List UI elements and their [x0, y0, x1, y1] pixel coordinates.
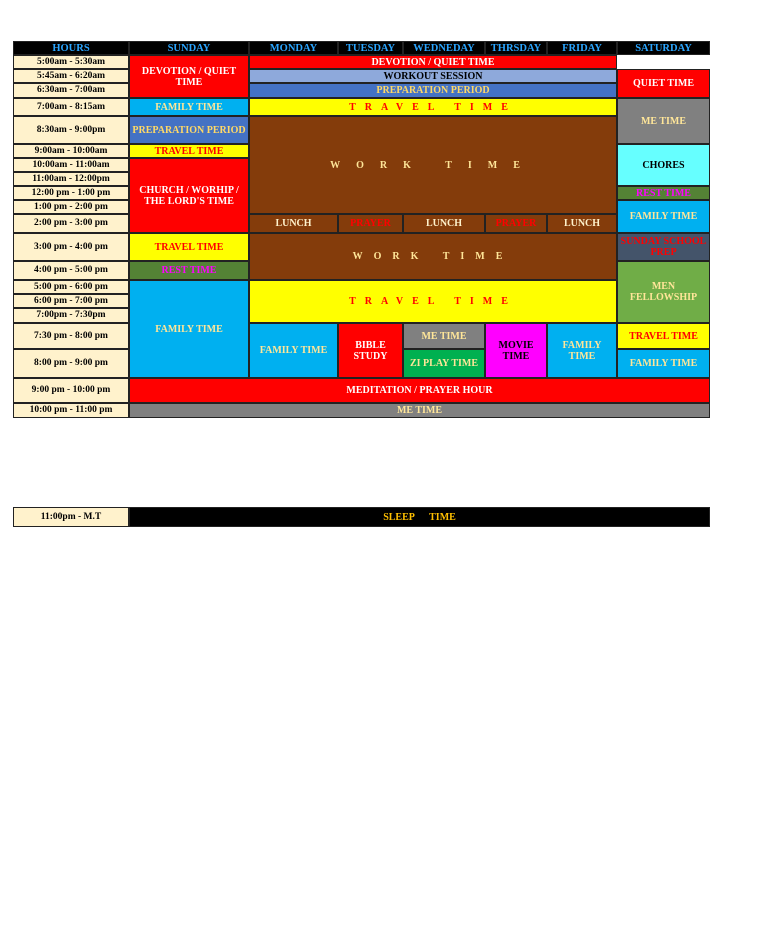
- friday-lunch: LUNCH: [547, 214, 617, 233]
- header-sunday: SUNDAY: [129, 41, 249, 55]
- sunday-family-time: FAMILY TIME: [129, 98, 249, 116]
- saturday-family-pm: FAMILY TIME: [617, 349, 710, 378]
- wednesday-me-time: ME TIME: [403, 323, 485, 349]
- weekday-travel-pm: TRAVEL TIME: [249, 280, 617, 323]
- friday-family-time: FAMILY TIME: [547, 323, 617, 378]
- wednesday-lunch: LUNCH: [403, 214, 485, 233]
- weekday-travel-am: TRAVEL TIME: [249, 98, 617, 116]
- sunday-church: CHURCH / WORHIP / THE LORD'S TIME: [129, 158, 249, 233]
- me-time-all: ME TIME: [129, 403, 710, 418]
- hour-cell: 9:00am - 10:00am: [13, 144, 129, 158]
- sunday-family-pm: FAMILY TIME: [129, 280, 249, 378]
- header-monday: MONDAY: [249, 41, 338, 55]
- hour-cell: 12:00 pm - 1:00 pm: [13, 186, 129, 200]
- header-wednesday: WEDNEDAY: [403, 41, 485, 55]
- hour-cell: 10:00am - 11:00am: [13, 158, 129, 172]
- sleep-row: [13, 507, 710, 527]
- wednesday-play-time: ZI PLAY TIME: [403, 349, 485, 378]
- thursday-prayer: PRAYER: [485, 214, 547, 233]
- weekly-schedule-table: [13, 41, 710, 418]
- hour-cell: 9:00 pm - 10:00 pm: [13, 378, 129, 403]
- header-tuesday: TUESDAY: [338, 41, 403, 55]
- hour-cell: 6:00 pm - 7:00 pm: [13, 294, 129, 308]
- header-thursday: THRSDAY: [485, 41, 547, 55]
- header-saturday: SATURDAY: [617, 41, 710, 55]
- hour-cell: 5:00 pm - 6:00 pm: [13, 280, 129, 294]
- hour-cell: 8:00 pm - 9:00 pm: [13, 349, 129, 378]
- weekday-preparation: PREPARATION PERIOD: [249, 83, 617, 98]
- monday-lunch: LUNCH: [249, 214, 338, 233]
- hour-cell: 1:00 pm - 2:00 pm: [13, 200, 129, 214]
- weekday-work-pm: WORK TIME: [249, 233, 617, 280]
- hour-cell: 4:00 pm - 5:00 pm: [13, 261, 129, 280]
- hour-cell: 7:30 pm - 8:00 pm: [13, 323, 129, 349]
- hour-cell: 7:00am - 8:15am: [13, 98, 129, 116]
- saturday-sunday-school-prep: SUNDAY SCHOOL PREP: [617, 233, 710, 261]
- sleep-hours: 11:00pm - M.T: [13, 507, 129, 527]
- hour-cell: 10:00 pm - 11:00 pm: [13, 403, 129, 418]
- weekday-work-am: WORK TIME: [249, 116, 617, 214]
- weekday-devotion: DEVOTION / QUIET TIME: [249, 55, 617, 69]
- hour-cell: 6:30am - 7:00am: [13, 83, 129, 98]
- sunday-preparation: PREPARATION PERIOD: [129, 116, 249, 144]
- thursday-movie-time: MOVIE TIME: [485, 323, 547, 378]
- sunday-travel-am: TRAVEL TIME: [129, 144, 249, 158]
- monday-family-time: FAMILY TIME: [249, 323, 338, 378]
- hour-cell: 3:00 pm - 4:00 pm: [13, 233, 129, 261]
- header-hours: HOURS: [13, 41, 129, 55]
- hour-cell: 7:00pm - 7:30pm: [13, 308, 129, 323]
- hour-cell: 8:30am - 9:00pm: [13, 116, 129, 144]
- tuesday-prayer: PRAYER: [338, 214, 403, 233]
- header-friday: FRIDAY: [547, 41, 617, 55]
- saturday-me-time: ME TIME: [617, 98, 710, 144]
- weekday-workout: WORKOUT SESSION: [249, 69, 617, 83]
- saturday-travel: TRAVEL TIME: [617, 323, 710, 349]
- tuesday-bible-study: BIBLE STUDY: [338, 323, 403, 378]
- saturday-rest: REST TIME: [617, 186, 710, 200]
- saturday-men-fellowship: MEN FELLOWSHIP: [617, 261, 710, 323]
- sleep-time: SLEEP TIME: [129, 507, 710, 527]
- saturday-family-mid: FAMILY TIME: [617, 200, 710, 233]
- saturday-quiet-time: QUIET TIME: [617, 69, 710, 98]
- saturday-chores: CHORES: [617, 144, 710, 186]
- hour-cell: 2:00 pm - 3:00 pm: [13, 214, 129, 233]
- sunday-travel-pm: TRAVEL TIME: [129, 233, 249, 261]
- meditation-prayer-hour: MEDITATION / PRAYER HOUR: [129, 378, 710, 403]
- hour-cell: 5:45am - 6:20am: [13, 69, 129, 83]
- hour-cell: 5:00am - 5:30am: [13, 55, 129, 69]
- hour-cell: 11:00am - 12:00pm: [13, 172, 129, 186]
- sunday-devotion: DEVOTION / QUIET TIME: [129, 55, 249, 98]
- sunday-rest: REST TIME: [129, 261, 249, 280]
